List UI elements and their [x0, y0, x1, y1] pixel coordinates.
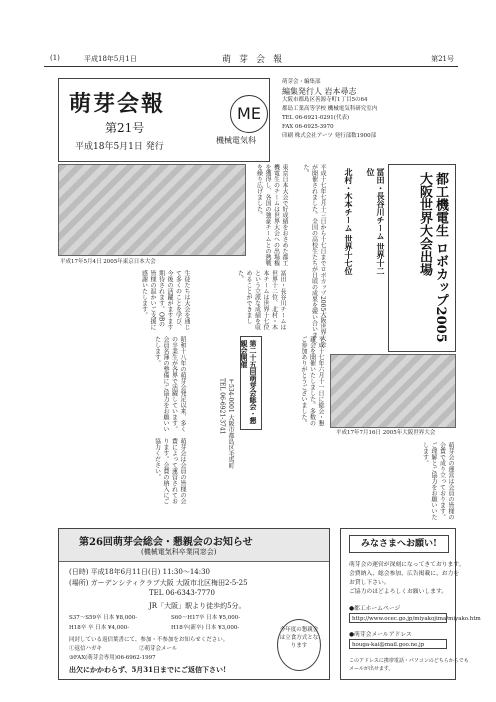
masthead-issue: 第21号 [105, 121, 145, 135]
email-note: メールが出せます。 [349, 666, 394, 672]
reply-deadline: 出欠にかかわらず、5月31日までにご返信下さい! [69, 665, 227, 674]
apply-method: ③FAX(萌芽会専用)06-6962-1997 [69, 655, 156, 661]
notice-subtitle: (機械電気科卒業同窓会) [141, 548, 217, 556]
sub-headline-1: 冨田・長谷川チーム 世界十二位 [366, 168, 386, 275]
request-box [340, 528, 481, 680]
address-block: 〒534-0001 大阪市都島区毛馬町 TEL 06-6921-3741 [218, 378, 234, 469]
homepage-label: ●都工ホームページ [349, 606, 401, 612]
fee-row: H18卒(新卒) 日本 ¥3,000- [171, 625, 240, 631]
logo-name: 機械電気科 [216, 136, 256, 145]
robot-contest-photo [58, 164, 246, 256]
article-column: 昭和十八年の萌芽会発足以来、多くの卒業生が各界で活躍しています。会員名簿の整備にご協力をお願いいたします。 [153, 336, 186, 432]
fee-row: S37〜S59卒 日本 ¥8,000- [69, 615, 138, 621]
notice-date: (日時) 平成18年6月11日(日) 11:30〜14:30 [69, 568, 210, 576]
header-issue: 第21号 [431, 55, 454, 63]
request-text: ご協力のほどよろしくお願いします。 [349, 589, 448, 595]
masthead-date: 平成18年5月1日 発行 [75, 142, 164, 152]
general-meeting-notice [58, 528, 330, 680]
email-label: ●萌芽会メールアドレス [349, 632, 412, 638]
editor-line: FAX 06-6925-3970 [282, 124, 334, 130]
apply-method: ②萌芽会メール [139, 646, 178, 652]
photo-caption: 平成17年7月16日 2005年大阪世界大会 [336, 430, 436, 436]
notice-place: (場所) ガーデンシティクラブ大阪 大阪市北区梅田2-5-25 [69, 579, 248, 587]
world-cup-photo [330, 354, 456, 428]
request-text: 会費納入、総会参加、広告掲載に、お力を [349, 571, 460, 577]
editor-line: 萌芽会・編集部 [282, 79, 321, 85]
homepage-url[interactable]: http://www.ocec.go.jp/miyakojima/miyako.htm [349, 613, 447, 623]
main-headline: 都工機電生 ロボカップ2005 大阪世界大会出場 [417, 172, 448, 343]
request-text: お貸し下さい。 [349, 580, 390, 586]
article-column: 東京日本大会で好成績をおさめた都工機電生のチームは世界大会への出場権を獲得し、各国の強豪チームとの熱戦を繰り広げました。 [255, 164, 288, 266]
meeting-report-heading: 第二十五回萌芽会総会・懇親会開催 [240, 340, 258, 424]
editor-info [282, 78, 456, 158]
editor-line: 印刷 株式会社アーツ 発行部数1900部 [282, 133, 377, 139]
article-column: 平成十七年七月十三日から十七日までロボカップ2005大阪世界大会が開催されました。全国の高校生たちが日頃の成果を競い合いました。 [302, 164, 326, 348]
request-title: みなさまへお願い! [349, 535, 449, 553]
page-header [44, 52, 458, 67]
masthead-title: 萌芽会報 [69, 91, 166, 117]
notice-title: 第26回萌芽会総会・懇親会のお知らせ [79, 537, 253, 548]
notice-tel: TEL 06-6343-7770 [149, 589, 215, 597]
email-address[interactable]: houga-kai@mail.goo.ne.jp [349, 639, 447, 649]
photo-caption: 平成17年5月4日 2005年東京日本大会 [60, 259, 156, 265]
article-column: 萌芽会の運営は会員の皆様の会費で成り立っております。ご理解とご協力をお願いいたします。 [421, 442, 454, 520]
header-date: 平成18年5月1日 [84, 55, 137, 63]
apply-heading: 同封している返信葉書にて、参加・不参加をお知らせください。 [69, 637, 229, 643]
apply-method: ①返信ハガキ [69, 646, 103, 652]
sub-headline-2: 北村・木本チーム 世界十七位 [344, 168, 354, 275]
fee-row: S60〜H17卒 日本 ¥5,000- [171, 615, 241, 621]
editor-line: 都島工業高等学校 機械電気科研究室内 [282, 106, 378, 112]
standing-buffet-note: 今年度の懇親会は立食方式となります [277, 619, 321, 671]
article-column: 生徒たちは大会を通じて多くのことを学び、今後の活躍がますます期待されます。OBの皆様の温かいご支援に感謝いたします。 [140, 270, 190, 330]
email-note: このアドレスに携帯電話・パソコンのどちらからでも [349, 658, 469, 664]
editor-line: 編集発行人 岩本尋志 [282, 87, 357, 96]
newsletter-page [44, 38, 481, 678]
editor-line: 大阪市都島区善源寺町1丁目5の64 [282, 97, 368, 103]
notice-access: JR「大阪」駅より徒歩約5分。 [149, 602, 246, 610]
page-number: (1) [50, 54, 60, 62]
meeting-report-body: 平成十七年六月十一日に総会・懇親会を開催いたしました。多数のご参加ありがとうございました。 [300, 336, 324, 426]
fee-row: H18卒 卒 日本 ¥4,000- [69, 625, 130, 631]
article-column: 冨田・長谷川チームは世界十二位、北村・木本チームは世界十七位という立派な成績を収めることができました。 [236, 270, 286, 330]
side-note: 萌芽会は会員の皆様の会費によって運営されております。会費の納入にご協力ください。 [153, 438, 186, 504]
request-text: 萌芽会の運営が深刻になってきております。 [349, 562, 465, 568]
me-logo: ME [230, 95, 268, 133]
notice-header [59, 529, 329, 562]
editor-line: TEL 06-6921-0291(代表) [282, 115, 350, 121]
header-name: 萌芽会報 [222, 55, 291, 65]
